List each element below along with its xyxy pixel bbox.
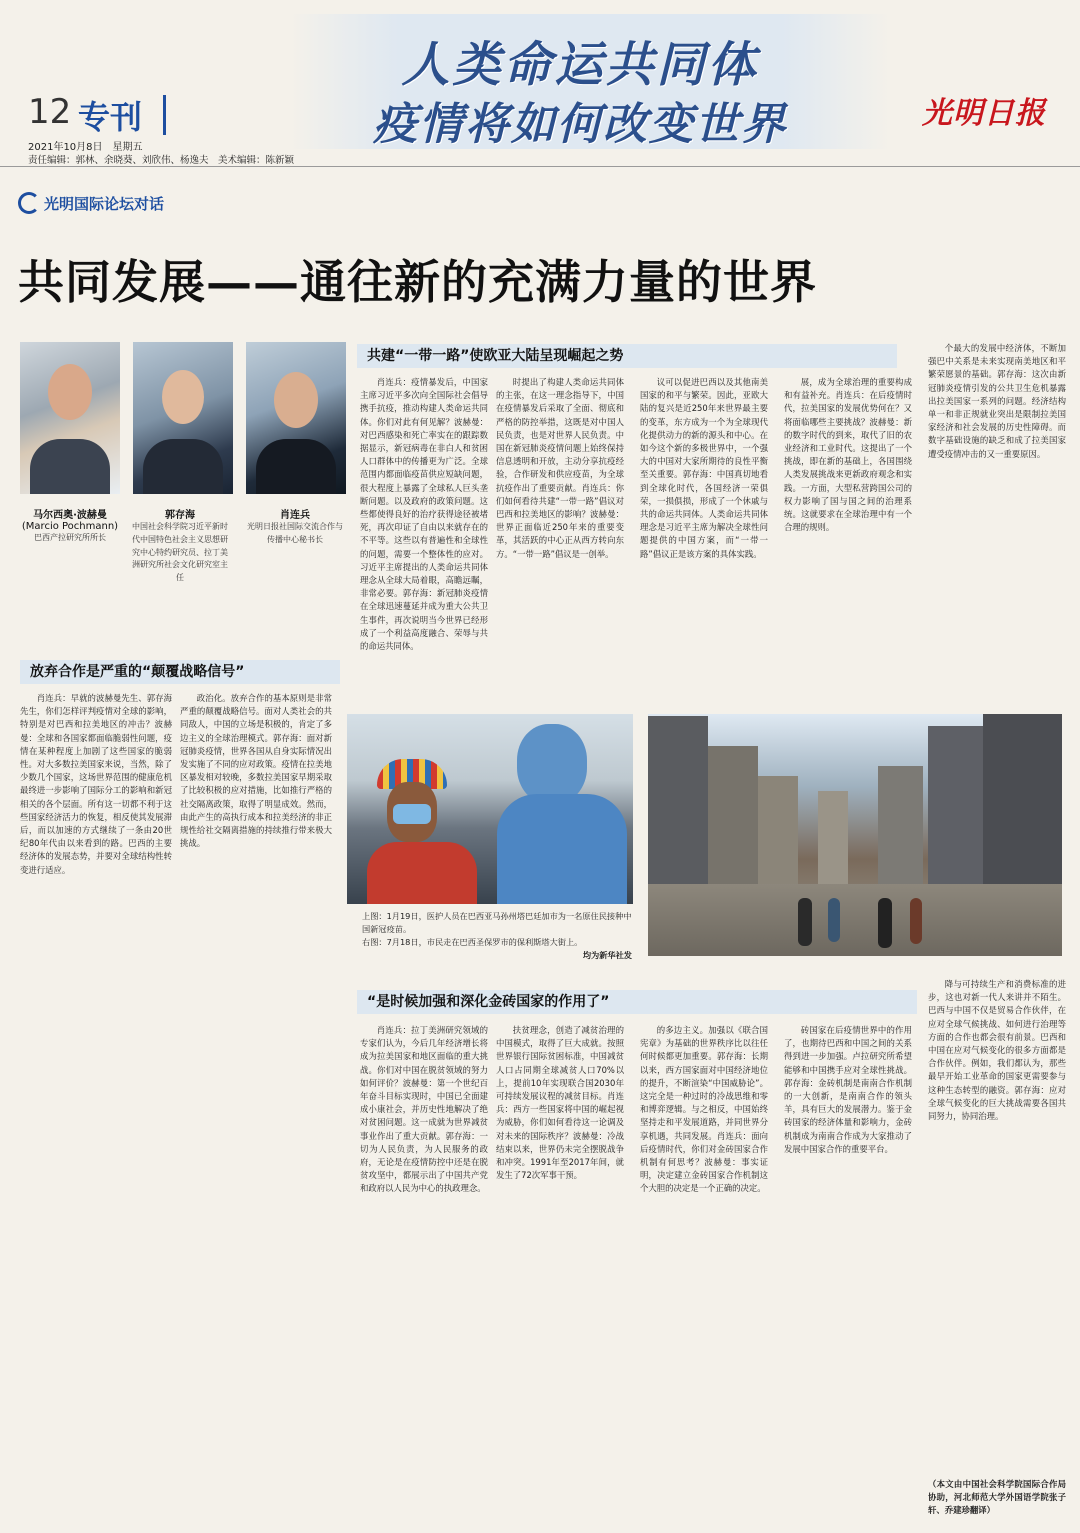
text-paragraph: 个最大的发展中经济体，不断加强巴中关系是未来实现南美地区和平繁荣愿景的基础。郭存海：这次由新冠肺炎疫情引发的公共卫生危机暴露出拉美国家一系列的问题。经济结构单一和非正规就业突出是限制拉美国家经济和社会发展的历史性障碍。而数字基础设施的缺乏和成了拉美国家遭受疫情冲击的又一重要原因。 — [928, 343, 1066, 459]
person-card-3 — [245, 506, 345, 547]
text-column-a1 — [20, 692, 172, 1526]
person-title: 光明日报社国际交流合作与传播中心秘书长 — [247, 522, 343, 544]
text-paragraph: 展，成为全球治理的重要构成和有益补充。肖连兵：在后疫情时代，拉美国家的发展优势何在？又将面临哪些主要挑战？波赫曼：新的数字时代的到来，取代了旧的农业经济和工业时代。这提出了一个挑战，即在新的基础上，各国围绕人类发展挑战来更新政府观念和实践。一方面，大型私营跨国公司的权力影响了国与国之间的治理系统。这就要求在全球治理中有一个合理的规则。 — [784, 377, 912, 533]
text-paragraph: 政治化。放弃合作的基本原则是非常严重的颠覆战略信号。面对人类社会的共同敌人，中国的立场是积极的，肯定了多边主义的全球治理模式。郭存海：面对新冠肺炎疫情，世界各国从自身实际情况出发实施了不同的应对政策。疫情在拉美地区暴发相对较晚，多数拉美国家早期采取了比较积极的应对措施，比如推行严格的社交隔离政策，取得了明显成效。然而，由此产生的高执行成本和拉美经济的非正规性给社交隔离措施的持续推行带来极大挑战。 — [180, 693, 332, 849]
photo-vaccination — [347, 714, 633, 904]
header-divider — [163, 95, 166, 135]
page-headline: 共同发展——通往新的充满力量的世界 — [18, 255, 817, 309]
text-paragraph: 降与可持续生产和消费标准的进步，这也对新一代人来讲并不陌生。巴西与中国不仅是贸易合作伙伴，在应对全球气候挑战、如何进行治理等方面的合作也都会很有前景。巴西和中国在应对气候变化的很多方面都是合作伙伴。例如，我们都认为，那些最早开始工业革命的国家更需要参与这种生态转型的融资。郭存海：应对全球气候变化的巨大挑战需要各国共同努力，协同治理。 — [928, 979, 1066, 1122]
text-paragraph: 时提出了构建人类命运共同体的主张，在这一理念指导下，中国在疫情暴发后采取了全面、彻底和严格的防控举措，这既是对中国人民负责，也是对世界人民负责。中国在新冠肺炎疫情问题上始终保持信息透明和开放，主动分享抗疫经验，合作研发和供应疫苗，为全球抗疫作出了重要贡献。肖连兵：你们如何看待共建“一带一路”倡议对巴西和拉美地区的影响？波赫曼：世界正面临近250年来的重要变革，其活跃的中心正从西方转向东方。“一带一路”倡议是一创举。 — [496, 377, 624, 559]
person-card-2 — [130, 506, 230, 585]
header-rule — [0, 166, 1080, 167]
text-column-b3 — [640, 1024, 768, 1526]
person-title: 中国社会科学院习近平新时代中国特色社会主义思想研究中心特约研究员、拉丁美洲研究所社会文化研究室主任 — [132, 522, 228, 583]
forum-label — [18, 192, 164, 214]
text-column-c4 — [784, 376, 912, 694]
issue-date: 2021年10月8日 星期五 — [28, 142, 143, 153]
person-name: 肖连兵 — [280, 510, 310, 521]
section-title-alarm: 放弃合作是严重的“颠覆战略信号” — [20, 660, 340, 684]
caption-credit: 均为新华社发 — [582, 950, 632, 960]
closing-note: （本文由中国社会科学院国际合作局协助，河北师范大学外国语学院张子轩、乔建珍翻译） — [928, 1479, 1066, 1516]
person-card-1 — [15, 506, 125, 545]
person-title: 巴西产拉研究所所长 — [34, 533, 106, 542]
person-name: 马尔西奥·波赫曼 — [33, 510, 107, 521]
photo-paulista-avenue — [648, 714, 1062, 956]
text-column-c5 — [928, 342, 1066, 694]
text-column-c2 — [496, 376, 624, 694]
text-column-b1 — [360, 1024, 488, 1526]
text-paragraph: 的多边主义。加强以《联合国宪章》为基础的世界秩序比以往任何时候都更加重要。郭存海：长期以来，西方国家面对中国经济地位的提升，不断渲染“中国威胁论”。这完全是一种过时的冷战思维和零和博弈逻辑。与之相反，中国始终坚持走和平发展道路，并同世界分享机遇，共同发展。肖连兵：面向后疫情时代，你们对金砖国家合作机制有何思考？波赫曼：事实证明，决定建立金砖国家合作机制这个大胆的决定是一个正确的决定。 — [640, 1025, 768, 1194]
portrait-pochmann — [20, 342, 120, 494]
page-number: 12 — [28, 92, 72, 132]
text-column-b5 — [928, 978, 1066, 1468]
person-name-latin: (Marcio Pochmann) — [21, 521, 119, 532]
text-column-c3 — [640, 376, 768, 694]
text-column-b4 — [784, 1024, 912, 1526]
banner-title-line2: 疫情将如何改变世界 — [373, 99, 787, 150]
photo-caption — [362, 910, 632, 962]
banner-title-line1: 人类命运共同体 — [401, 37, 759, 93]
section-title-belt-road: 共建“一带一路”使欧亚大陆呈现崛起之势 — [357, 344, 897, 368]
section-name: 专刊 — [78, 98, 143, 136]
portrait-guo-cunhai — [133, 342, 233, 494]
text-paragraph: 肖连兵：拉丁美洲研究领域的专家们认为，今后几年经济增长将成为拉美国家和地区面临的重大挑战。你们对中国在脱贫领域的努力如何评价？波赫曼：第一个世纪百年奋斗目标实现时，中国已全面建成小康社会，并历史性地解决了绝对贫困问题。这一成就为世界减贫事业作出了重大贡献。郭存海：一切为人民负责，为人民服务的政府，无论是在疫情防控中还是在脱贫攻坚中，都展示出了中国共产党和政府以人民为中心的执政理念。 — [360, 1025, 488, 1194]
page-banner — [0, 0, 1080, 160]
newspaper-masthead: 光明日报 — [922, 96, 1046, 131]
text-column-b2 — [496, 1024, 624, 1526]
section-title-brics: “是时候加强和深化金砖国家的作用了” — [357, 990, 917, 1014]
caption-right: 右图：7月18日，市民走在巴西圣保罗市的保利斯塔大街上。 — [362, 937, 583, 947]
text-paragraph: 议可以促进巴西以及其他南美国家的和平与繁荣。因此，亚欧大陆的复兴是近250年来世界最主要的变革，东方成为一个为全球现代化提供动力的新的源头和中心。在如今这个新的多极世界中，一个强大的中国对大家所期待的良性平衡至关重要。郭存海：中国真切地看到全球化时代，各国经济一荣俱荣，一损俱损，形成了一个休戚与共的命运共同体。人类命运共同体理念是习近平主席为解决全球性问题提供的中国方案，而“一带一路”倡议正是该方案的具体实践。 — [640, 377, 768, 559]
text-column-c1 — [360, 376, 488, 694]
text-column-a2 — [180, 692, 332, 1526]
text-paragraph: 砖国家在后疫情世界中的作用了，也期待巴西和中国之间的关系得到进一步加强。卢拉研究所希望能够和中国携手应对全球性挑战。郭存海：金砖机制是南南合作机制的一大创新，是南南合作的领头羊，具有巨大的发展潜力。鉴于金砖国家的经济体量和影响力，金砖机制成为南南合作成为大家推动了发展中国家合作的重要平台。 — [784, 1025, 912, 1154]
forum-label-text: 光明国际论坛对话 — [44, 195, 165, 213]
text-paragraph: 扶贫理念，创造了减贫治理的中国模式，取得了巨大成就。按照世界银行国际贫困标准，中国减贫人口占同期全球减贫人口70%以上，提前10年实现联合国2030年可持续发展议程的减贫目标。肖连兵：西方一些国家将中国的崛起视为威胁，你们如何看待这一论调及对未来的国际秩序？波赫曼：冷战结束以来，世界仍未完全摆脱战争和冲突。1991年至2017年间，就发生了72次军事干预。 — [496, 1025, 624, 1181]
person-name: 郭存海 — [165, 510, 195, 521]
text-paragraph: 肖连兵：早就的波赫曼先生、郭存海先生，你们怎样评判疫情对全球的影响，特别是对巴西和拉美地区的冲击？波赫曼：全球和各国家都面临脆弱性问题，疫情在某种程度上加剧了这些国家的脆弱性。对大多数拉美国家来说，当然，除了少数几个国家，这场世界范围的健康危机最终进一步影响了国际分工的影响和新冠相关的各个层面。所有这一切都不利于这些国家经济活力的恢复，相反使其发展滞后，而以加速的方式继续了一条由20世纪80年代由以来看到的路。巴西的主要经济体的发展态势，并要对全球结构性转变进行适应。 — [20, 693, 172, 875]
portrait-xiao-lianbing — [246, 342, 346, 494]
editors-line: 责任编辑：郭林、余晓葵、刘欣伟、杨逸夫 美术编辑：陈新颖 — [28, 155, 295, 166]
text-paragraph: 肖连兵：疫情暴发后，中国家主席习近平多次向全国际社会倡导携手抗疫，推动构建人类命运共同体。你们对此有何见解？波赫曼：对巴西感染和死亡率实在的跟踪数据显示，新冠病毒在非白人和贫困人口群体中的传播更为广泛。全球范围内都面临疫苗供应短缺问题，很大程度上暴露了全球私人巨头垄断问题。以及政府的政策问题。这些都使得良好的治疗获得途径被堵死，再次印证了自由以来就存在的不平等。这些以有普遍性和全球性的问题，需要一个整体性的应对。习近平主席提出的人类命运共同体理念从全球大局着眼，高瞻远瞩，非常必要。郭存海：新冠肺炎疫情在全球迅速蔓延并成为重大公共卫生事件，再次说明当今世界已经形成了一个利益高度融合、荣辱与共的命运共同体。 — [360, 377, 488, 652]
caption-top: 上图：1月19日，医护人员在巴西亚马孙州塔巴廷加市为一名原住民接种中国新冠疫苗。 — [362, 911, 632, 934]
guangming-logo-icon — [18, 192, 40, 214]
